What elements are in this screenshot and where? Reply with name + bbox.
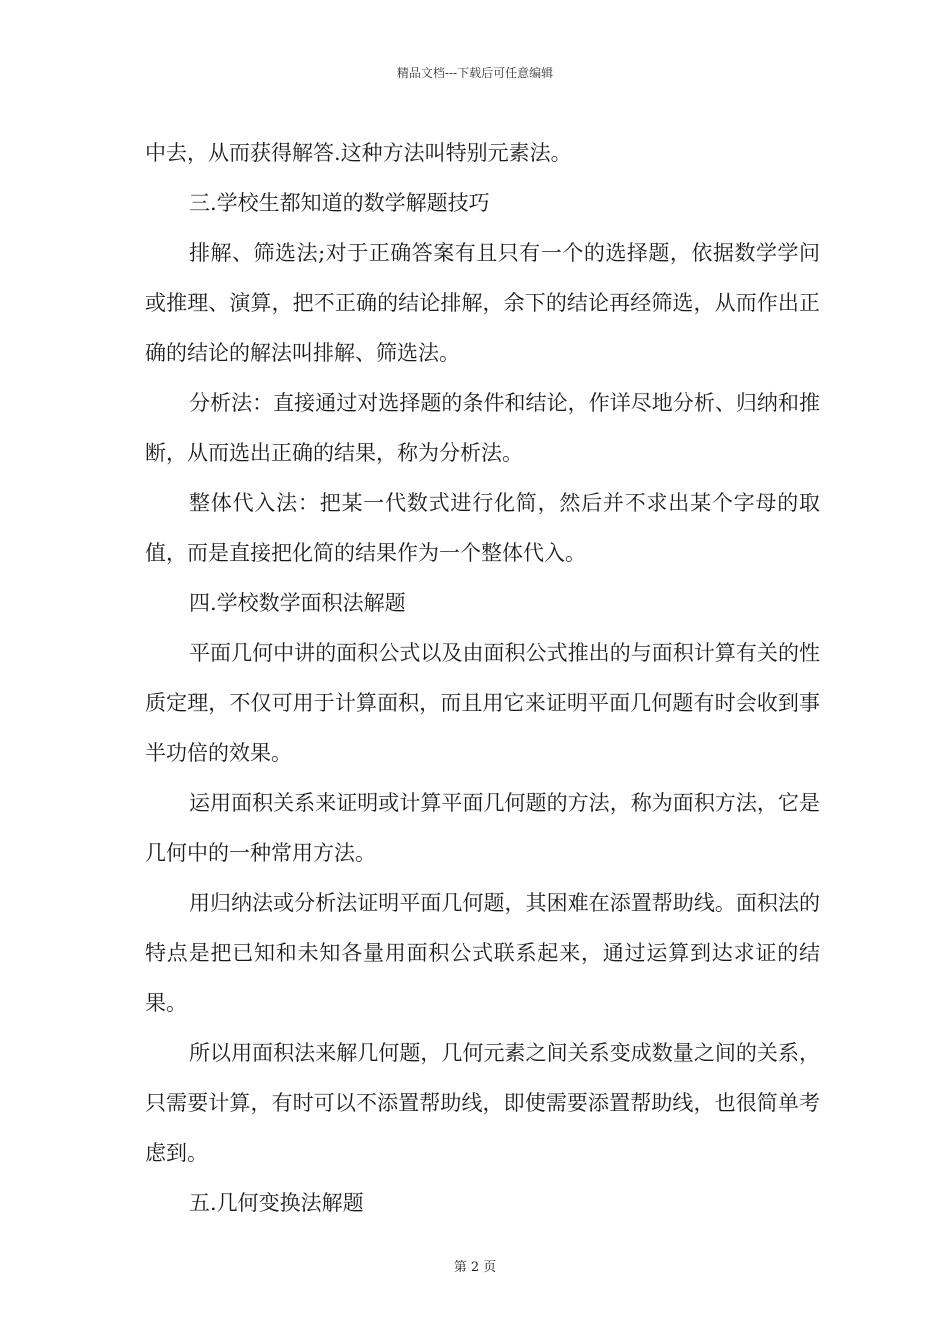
paragraph-area-formula: 平面几何中讲的面积公式以及由面积公式推出的与面积计算有关的性质定理，不仅可用于计算面积，而且用它来证明平面几何题有时会收到事半功倍的效果。	[145, 641, 820, 765]
page-header: 精品文档---下载后可任意编辑	[396, 66, 554, 80]
section-heading-5: 五.几何变换法解题	[189, 1191, 364, 1215]
paragraph-auxiliary-lines: 用归纳法或分析法证明平面几何题，其困难在添置帮助线。面积法的特点是把已知和未知各量用面积公式联系起来，通过运算到达求证的结果。	[145, 891, 820, 1015]
section-heading-3: 三.学校生都知道的数学解题技巧	[189, 191, 490, 215]
paragraph-elimination-method: 排解、筛选法;对于正确答案有且只有一个的选择题，依据数学学问或推理、演算，把不正确的结论排解，余下的结论再经筛选，从而作出正确的结论的解法叫排解、筛选法。	[145, 241, 820, 365]
document-body	[145, 128, 820, 1228]
page-number: 第 2 页	[453, 1260, 497, 1275]
section-heading-4: 四.学校数学面积法解题	[189, 591, 406, 615]
paragraph-analysis-method: 分析法：直接通过对选择题的条件和结论，作详尽地分析、归纳和推断，从而选出正确的结果，称为分析法。	[145, 391, 820, 465]
paragraph-substitution-method: 整体代入法：把某一代数式进行化简，然后并不求出某个字母的取值，而是直接把化简的结果作为一个整体代入。	[145, 491, 820, 565]
paragraph-area-method: 运用面积关系来证明或计算平面几何题的方法，称为面积方法，它是几何中的一种常用方法。	[145, 791, 820, 865]
paragraph-area-conclusion: 所以用面积法来解几何题，几何元素之间关系变成数量之间的关系，只需要计算，有时可以不添置帮助线，即使需要添置帮助线，也很简单考虑到。	[145, 1041, 820, 1165]
paragraph-continuation: 中去，从而获得解答.这种方法叫特别元素法。	[145, 141, 572, 165]
